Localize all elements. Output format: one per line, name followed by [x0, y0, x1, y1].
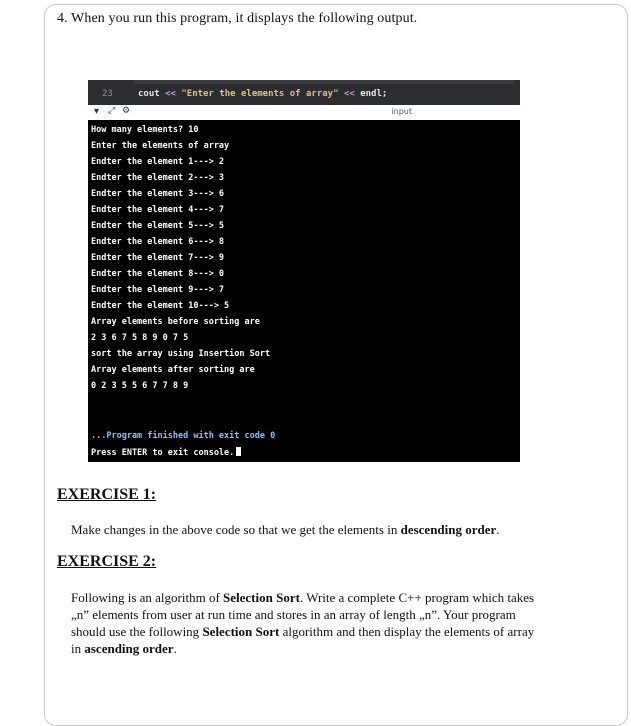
- console-finished-line: ...Program finished with exit code 0: [91, 431, 276, 441]
- question-title: 4. When you run this program, it displays the following output.: [57, 11, 418, 26]
- exercise2-line1-bold: Selection Sort: [223, 590, 300, 605]
- exercise2-text: [71, 589, 591, 657]
- exercise2-line4-part: in: [71, 641, 85, 656]
- console-line: Endter the element 3---> 6: [91, 189, 225, 199]
- settings-icon[interactable]: ⚙: [122, 106, 131, 116]
- console-line: sort the array using Insertion Sort: [91, 349, 271, 359]
- code-operator: <<: [343, 89, 355, 99]
- code-string: "Enter the elements of array": [181, 89, 339, 99]
- console-line: Array elements after sorting are: [91, 365, 255, 375]
- exercise1-heading: EXERCISE 1:: [57, 486, 157, 503]
- console-output: [88, 120, 520, 462]
- exercise2-line4-bold: ascending order: [84, 641, 174, 656]
- expand-icon[interactable]: ⤢: [108, 106, 116, 116]
- code-keyword: cout: [138, 89, 160, 99]
- exercise2-line4-end: .: [173, 641, 177, 656]
- console-press-enter-line: [91, 447, 241, 458]
- exercise2-line1-part: Following is an algorithm of: [71, 590, 224, 605]
- exercise2-heading: EXERCISE 2:: [57, 553, 157, 570]
- console-line: 2 3 6 7 5 8 9 0 7 5: [91, 333, 189, 343]
- exercise2-line3: [71, 623, 591, 640]
- chevron-down-icon[interactable]: ▾: [94, 106, 100, 117]
- exercise2-line3-end: algorithm and then display the elements of array: [279, 624, 535, 639]
- console-line: Enter the elements of array: [91, 141, 230, 151]
- exercise2-line4: [71, 640, 591, 657]
- console-line: How many elements? 10: [91, 125, 199, 135]
- exercise1-text-end: .: [496, 522, 500, 537]
- exercise2-line3-part: should use the following: [71, 624, 203, 639]
- press-enter-text: Press ENTER to exit console.: [91, 448, 235, 458]
- console-line: Endter the element 8---> 0: [91, 269, 225, 279]
- code-line: [138, 89, 387, 99]
- input-tab[interactable]: input: [391, 107, 412, 116]
- output-screenshot: [88, 80, 520, 462]
- console-line: 0 2 3 5 5 6 7 7 8 9: [91, 381, 189, 391]
- code-endl: endl;: [360, 89, 388, 99]
- cursor-icon: [236, 447, 241, 456]
- console-line: Endter the element 9---> 7: [91, 285, 225, 295]
- console-line: Endter the element 2---> 3: [91, 173, 225, 183]
- exercise2-line1-end: . Write a complete C++ program which takes: [299, 590, 535, 605]
- console-line: Endter the element 4---> 7: [91, 205, 225, 215]
- exercise2-line1: [71, 589, 591, 606]
- code-editor-bar: [88, 80, 520, 105]
- line-number: 23: [102, 89, 113, 99]
- exercise2-line2: „n” elements from user at run time and stores in an array of length „n”. Your program: [71, 607, 516, 622]
- exercise1-text-part: Make changes in the above code so that we get the elements in: [71, 522, 401, 537]
- code-line-fragment: [134, 80, 514, 84]
- console-toolbar: [88, 105, 520, 121]
- console-line: Endter the element 7---> 9: [91, 253, 225, 263]
- console-line: Endter the element 10---> 5: [91, 301, 230, 311]
- console-line: Endter the element 1---> 2: [91, 157, 225, 167]
- console-line: Array elements before sorting are: [91, 317, 260, 327]
- console-line: Endter the element 6---> 8: [91, 237, 225, 247]
- exercise1-bold-part: descending order: [400, 522, 497, 537]
- exercise1-text: [71, 521, 591, 538]
- exercise2-line3-bold: Selection Sort: [202, 624, 280, 639]
- code-operator: <<: [165, 89, 176, 99]
- console-line: Endter the element 5---> 5: [91, 221, 225, 231]
